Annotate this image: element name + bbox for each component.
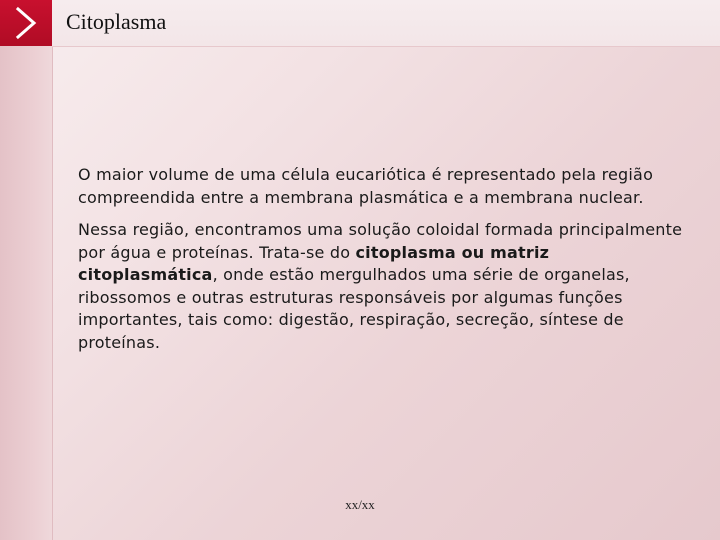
paragraph-cytoplasm (78, 219, 684, 354)
slide-footer (0, 497, 720, 513)
slide-body (78, 164, 684, 364)
rail-divider (52, 46, 53, 540)
paragraph-intro (78, 164, 684, 209)
title-divider (52, 46, 720, 47)
paragraph-cytoplasm-end: , onde estão mergulhados uma série de organelas, ribossomos e outras estruturas responsáveis por algumas funções importantes, tais como: digestão, respiração, secreção, síntese de proteínas. (78, 265, 630, 352)
title-marker (0, 0, 52, 46)
paragraph-intro-text: O maior volume de uma célula eucariótica é representado pela região compreendida entre a membrana plasmática e a membrana nuclear. (78, 165, 654, 207)
chevron-right-icon (12, 5, 40, 41)
paragraph-cytoplasm-start: Nessa região, encontramos uma solução coloidal formada principalmente por água e proteínas. Trata-se do (78, 220, 683, 262)
left-rail (0, 46, 52, 540)
slide-title: Citoplasma (66, 9, 167, 34)
cytoplasm-term: citoplasma ou matriz citoplasmática (78, 242, 550, 284)
page-number: xx/xx (345, 497, 375, 512)
